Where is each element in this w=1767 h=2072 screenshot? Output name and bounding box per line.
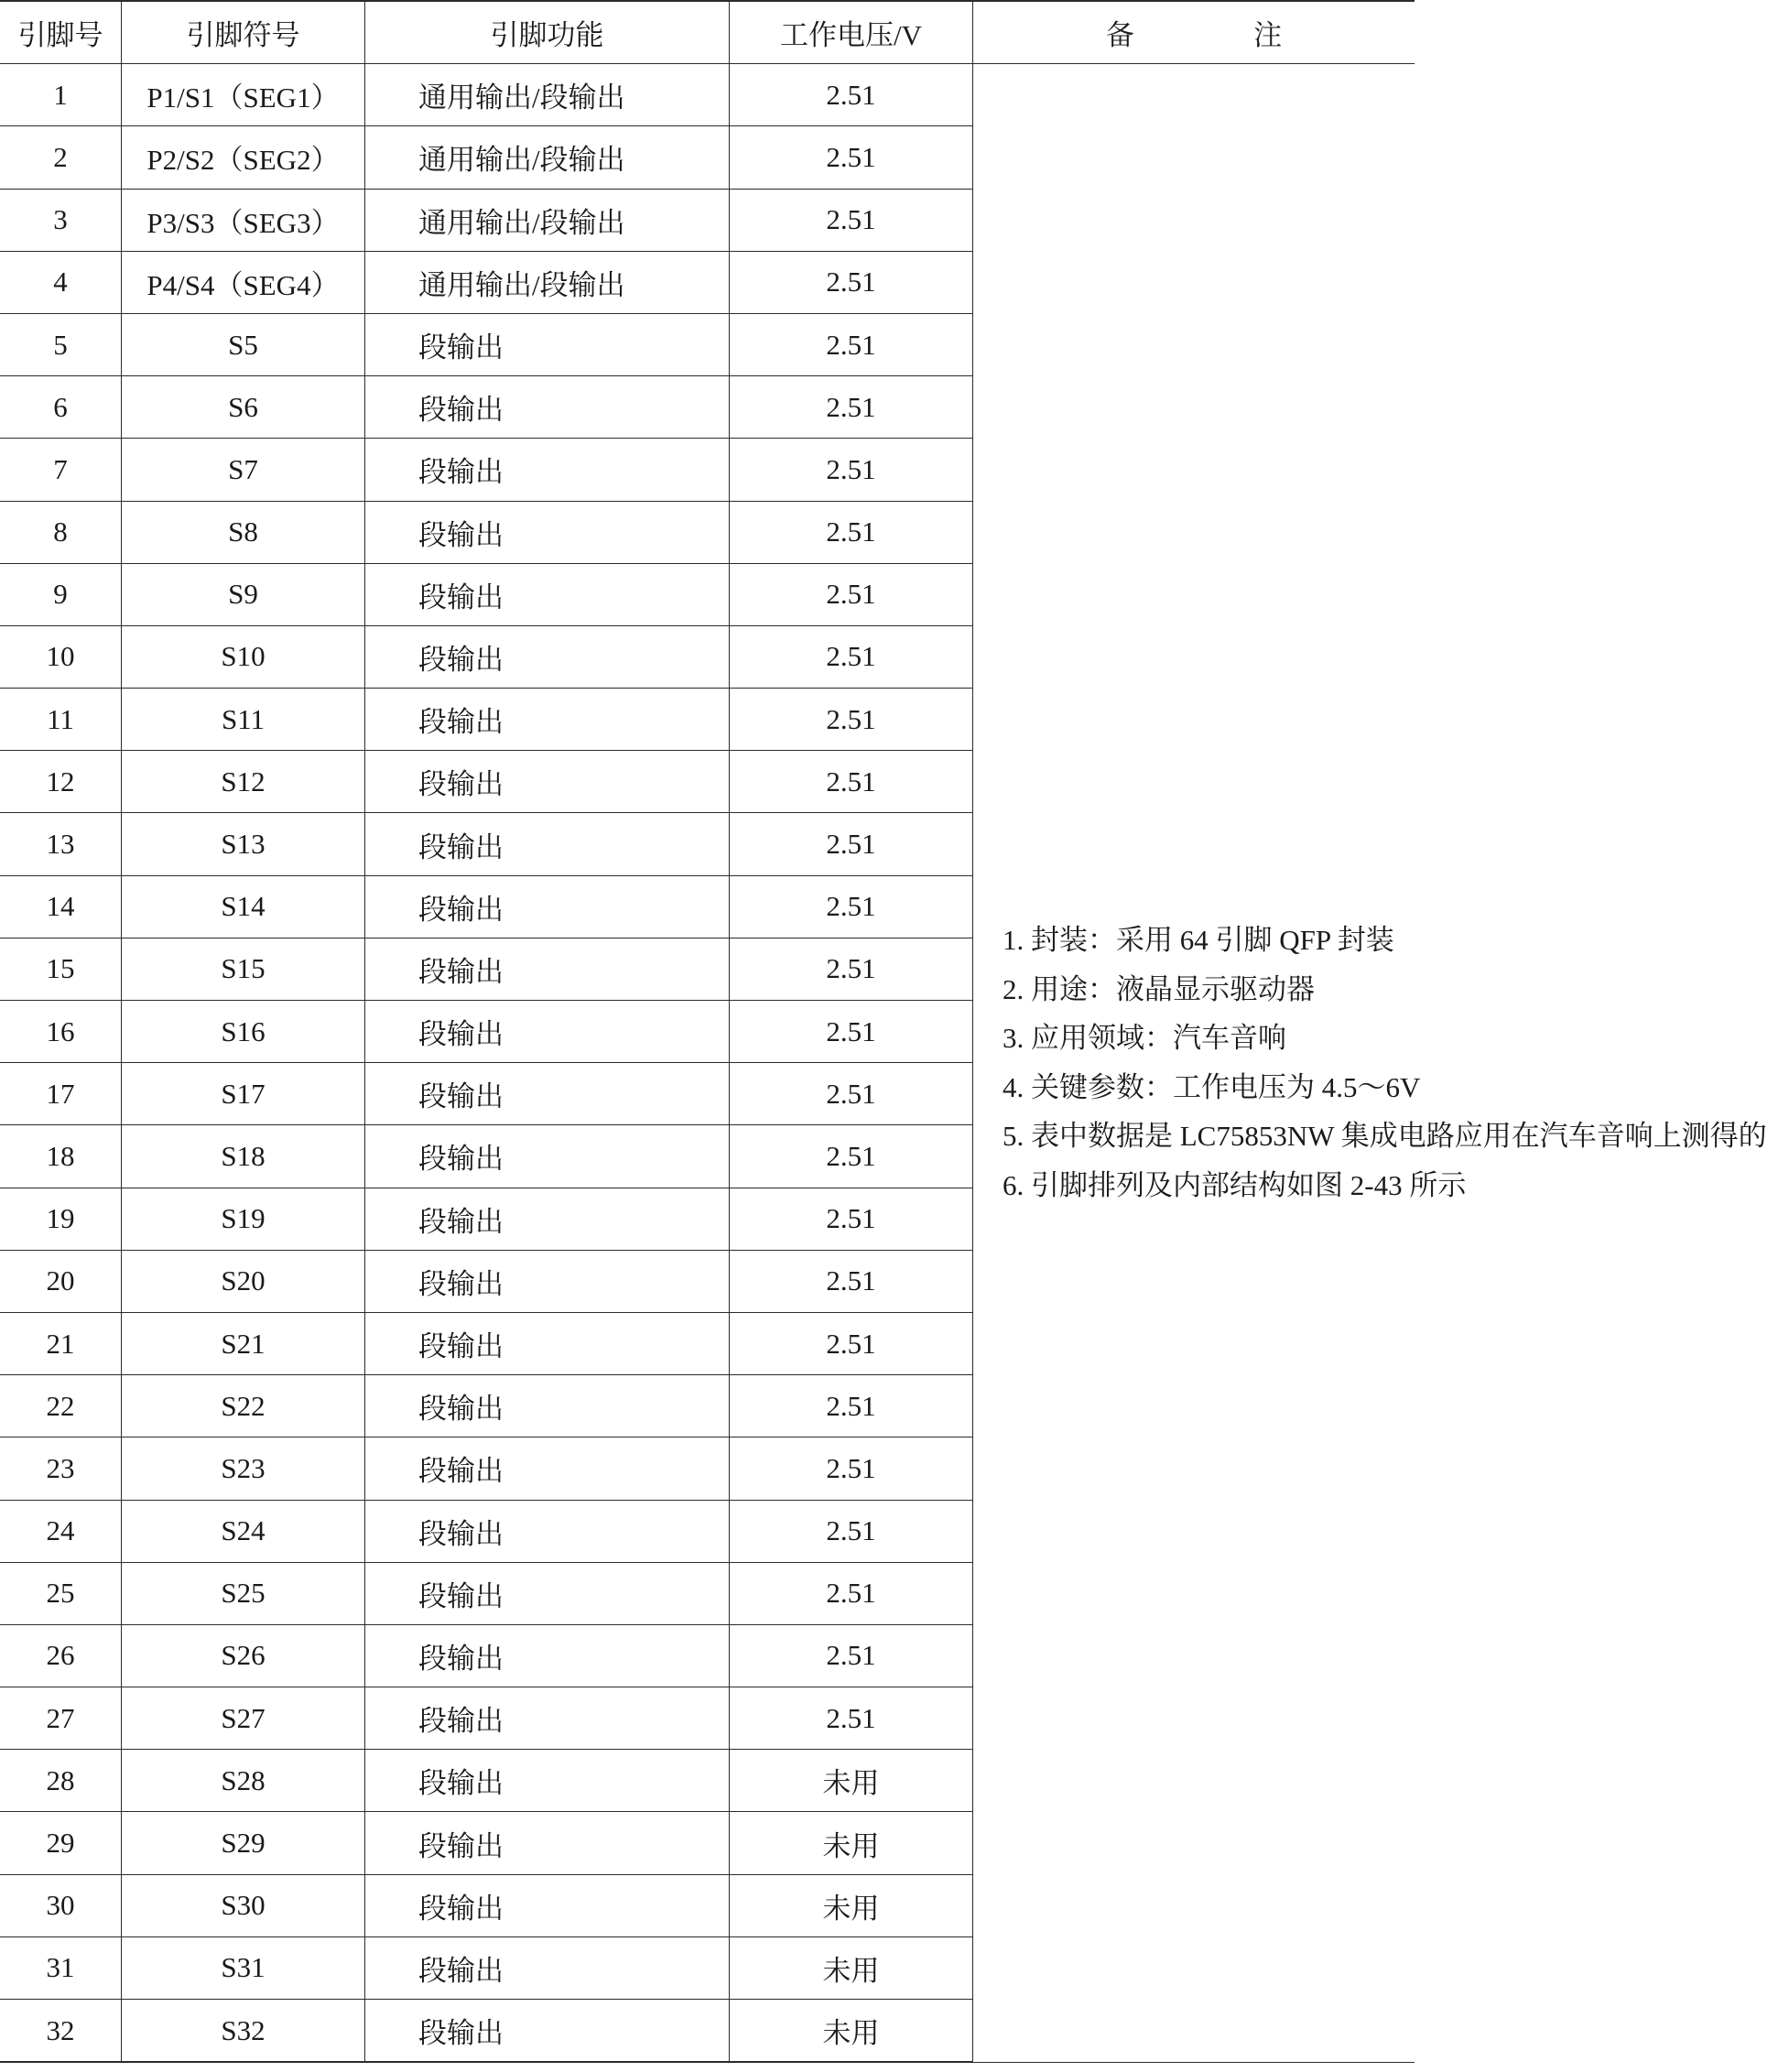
pin-symbol-cell: S21 xyxy=(122,1312,365,1374)
voltage-cell: 2.51 xyxy=(730,938,973,1000)
pin-function-cell xyxy=(365,439,730,501)
voltage-cell: 未用 xyxy=(730,1812,973,1874)
voltage-cell: 2.51 xyxy=(730,189,973,251)
pin-function-cell xyxy=(365,251,730,313)
pin-symbol-cell: S24 xyxy=(122,1500,365,1562)
pin-function-cell xyxy=(365,1500,730,1562)
pin-function-label: 段输出 xyxy=(418,643,504,676)
pin-symbol-cell: S16 xyxy=(122,1001,365,1063)
pin-no-cell: 22 xyxy=(0,1375,122,1437)
remarks-list xyxy=(973,916,1767,1210)
header-pin-symbol: 引脚符号 xyxy=(122,1,365,64)
pin-function-label: 段输出 xyxy=(418,893,504,926)
voltage-cell: 2.51 xyxy=(730,1624,973,1687)
voltage-cell: 2.51 xyxy=(730,875,973,938)
pin-symbol-cell: S6 xyxy=(122,376,365,439)
pin-function-label: 段输出 xyxy=(418,1330,504,1363)
pin-function-label: 段输出 xyxy=(418,580,504,613)
pin-function-label: 段输出 xyxy=(418,1642,504,1675)
table-header xyxy=(0,1,1415,64)
remark-item: 6. 引脚排列及内部结构如图 2-43 所示 xyxy=(1003,1168,1467,1201)
pin-function-label: 段输出 xyxy=(418,830,504,863)
pin-function-cell xyxy=(365,313,730,375)
pin-function-cell xyxy=(365,1812,730,1874)
pin-function-label: 段输出 xyxy=(418,331,504,364)
voltage-cell: 2.51 xyxy=(730,1562,973,1624)
pin-no-cell: 14 xyxy=(0,875,122,938)
pin-symbol-cell: S30 xyxy=(122,1874,365,1936)
pin-no-cell: 12 xyxy=(0,751,122,813)
remark-item: 5. 表中数据是 LC75853NW 集成电路应用在汽车音响上测得的 xyxy=(1003,1120,1767,1153)
pin-no-cell: 27 xyxy=(0,1687,122,1750)
pin-no-cell: 10 xyxy=(0,625,122,688)
pin-function-label: 段输出 xyxy=(418,1517,504,1550)
voltage-cell: 2.51 xyxy=(730,1125,973,1188)
pin-function-label: 段输出 xyxy=(418,955,504,988)
pin-symbol-cell: S13 xyxy=(122,813,365,875)
voltage-cell: 2.51 xyxy=(730,1687,973,1750)
pin-no-cell: 29 xyxy=(0,1812,122,1874)
header-pin-function-label: 引脚功能 xyxy=(490,19,604,52)
pin-no-cell: 15 xyxy=(0,938,122,1000)
pin-no-cell: 21 xyxy=(0,1312,122,1374)
voltage-cell: 2.51 xyxy=(730,1188,973,1250)
pin-symbol-cell: S25 xyxy=(122,1562,365,1624)
pin-function-label: 段输出 xyxy=(418,456,504,489)
pin-function-label: 通用输出/段输出 xyxy=(418,144,625,177)
pin-function-cell xyxy=(365,1188,730,1250)
pin-function-cell xyxy=(365,126,730,189)
pin-no-cell: 9 xyxy=(0,563,122,625)
pin-no-cell: 7 xyxy=(0,439,122,501)
header-pin-function xyxy=(365,1,730,64)
pin-no-cell: 4 xyxy=(0,251,122,313)
pin-function-cell xyxy=(365,813,730,875)
pin-function-cell xyxy=(365,563,730,625)
pin-function-label: 通用输出/段输出 xyxy=(418,268,625,301)
pin-symbol-cell: S7 xyxy=(122,439,365,501)
pin-symbol-cell: P2/S2（SEG2） xyxy=(122,126,365,189)
pin-symbol-cell: S31 xyxy=(122,1936,365,1999)
header-voltage: 工作电压/V xyxy=(730,1,973,64)
pin-function-cell xyxy=(365,64,730,126)
remark-item: 2. 用途：液晶显示驱动器 xyxy=(1003,972,1315,1005)
pin-symbol-cell: S15 xyxy=(122,938,365,1000)
pin-symbol-cell: P4/S4（SEG4） xyxy=(122,251,365,313)
pin-symbol-cell: S32 xyxy=(122,2000,365,2063)
pin-function-cell xyxy=(365,1624,730,1687)
pin-no-cell: 6 xyxy=(0,376,122,439)
pin-symbol-cell: S5 xyxy=(122,313,365,375)
pin-function-cell xyxy=(365,875,730,938)
pin-symbol-cell: S26 xyxy=(122,1624,365,1687)
pin-function-label: 段输出 xyxy=(418,1829,504,1862)
pin-no-cell: 25 xyxy=(0,1562,122,1624)
pin-function-cell xyxy=(365,1936,730,1999)
pin-function-label: 段输出 xyxy=(418,1767,504,1800)
pin-function-label: 段输出 xyxy=(418,706,504,739)
pin-function-cell xyxy=(365,1001,730,1063)
voltage-cell: 2.51 xyxy=(730,126,973,189)
pin-symbol-cell: S14 xyxy=(122,875,365,938)
pin-function-cell xyxy=(365,2000,730,2063)
pin-no-cell: 23 xyxy=(0,1437,122,1500)
pin-no-cell: 32 xyxy=(0,2000,122,2063)
pin-symbol-cell: S10 xyxy=(122,625,365,688)
voltage-cell: 未用 xyxy=(730,2000,973,2063)
pin-no-cell: 24 xyxy=(0,1500,122,1562)
pin-function-label: 段输出 xyxy=(418,768,504,801)
voltage-cell: 2.51 xyxy=(730,625,973,688)
voltage-cell: 2.51 xyxy=(730,1063,973,1125)
pin-function-cell xyxy=(365,689,730,751)
pin-function-cell xyxy=(365,1874,730,1936)
pin-no-cell: 20 xyxy=(0,1250,122,1312)
pin-function-label: 段输出 xyxy=(418,1455,504,1488)
remarks-cell xyxy=(973,64,1767,2063)
pin-function-label: 段输出 xyxy=(418,1705,504,1738)
voltage-cell: 2.51 xyxy=(730,1500,973,1562)
table-row xyxy=(0,64,1415,126)
voltage-cell: 未用 xyxy=(730,1936,973,1999)
pin-function-cell xyxy=(365,1312,730,1374)
pin-symbol-cell: S28 xyxy=(122,1750,365,1812)
pin-symbol-cell: S19 xyxy=(122,1188,365,1250)
pin-function-label: 段输出 xyxy=(418,1143,504,1176)
pin-no-cell: 18 xyxy=(0,1125,122,1188)
pin-no-cell: 26 xyxy=(0,1624,122,1687)
voltage-cell: 2.51 xyxy=(730,251,973,313)
voltage-cell: 2.51 xyxy=(730,313,973,375)
pin-function-label: 段输出 xyxy=(418,1954,504,1987)
pin-symbol-cell: S9 xyxy=(122,563,365,625)
pin-no-cell: 16 xyxy=(0,1001,122,1063)
pin-no-cell: 28 xyxy=(0,1750,122,1812)
pin-symbol-cell: S18 xyxy=(122,1125,365,1188)
pin-no-cell: 13 xyxy=(0,813,122,875)
pin-function-cell xyxy=(365,938,730,1000)
voltage-cell: 2.51 xyxy=(730,1375,973,1437)
voltage-cell: 未用 xyxy=(730,1750,973,1812)
voltage-cell: 2.51 xyxy=(730,751,973,813)
voltage-cell: 2.51 xyxy=(730,64,973,126)
pin-function-label: 通用输出/段输出 xyxy=(418,206,625,239)
pin-function-label: 段输出 xyxy=(418,2017,504,2050)
voltage-cell: 2.51 xyxy=(730,439,973,501)
pin-function-cell xyxy=(365,1125,730,1188)
pin-function-cell xyxy=(365,751,730,813)
header-pin-no: 引脚号 xyxy=(0,1,122,64)
pin-no-cell: 19 xyxy=(0,1188,122,1250)
pin-function-label: 段输出 xyxy=(418,518,504,551)
pin-function-label: 段输出 xyxy=(418,1205,504,1238)
voltage-cell: 2.51 xyxy=(730,563,973,625)
pin-function-label: 通用输出/段输出 xyxy=(418,81,625,114)
remark-item: 4. 关键参数：工作电压为 4.5～6V xyxy=(1003,1070,1421,1103)
pin-function-label: 段输出 xyxy=(418,1080,504,1113)
pin-no-cell: 30 xyxy=(0,1874,122,1936)
header-remarks-label: 备 注 xyxy=(1105,19,1328,52)
pin-symbol-cell: P3/S3（SEG3） xyxy=(122,189,365,251)
voltage-cell: 2.51 xyxy=(730,813,973,875)
voltage-cell: 2.51 xyxy=(730,376,973,439)
pin-no-cell: 11 xyxy=(0,689,122,751)
pin-no-cell: 31 xyxy=(0,1936,122,1999)
pin-symbol-cell: S20 xyxy=(122,1250,365,1312)
remark-item: 3. 应用领域：汽车音响 xyxy=(1003,1022,1286,1055)
pin-function-cell xyxy=(365,1375,730,1437)
voltage-cell: 2.51 xyxy=(730,1250,973,1312)
remark-item: 1. 封装：采用 64 引脚 QFP 封装 xyxy=(1003,924,1394,957)
pin-symbol-cell: S17 xyxy=(122,1063,365,1125)
pin-function-cell xyxy=(365,1687,730,1750)
pin-symbol-cell: S29 xyxy=(122,1812,365,1874)
pin-function-cell xyxy=(365,1063,730,1125)
voltage-cell: 2.51 xyxy=(730,1312,973,1374)
voltage-cell: 2.51 xyxy=(730,501,973,563)
pin-no-cell: 5 xyxy=(0,313,122,375)
pin-function-cell xyxy=(365,1437,730,1500)
pin-function-cell xyxy=(365,1750,730,1812)
pin-function-cell xyxy=(365,1250,730,1312)
pin-function-cell xyxy=(365,189,730,251)
pin-symbol-cell: S11 xyxy=(122,689,365,751)
pin-symbol-cell: P1/S1（SEG1） xyxy=(122,64,365,126)
voltage-cell: 2.51 xyxy=(730,1001,973,1063)
pin-no-cell: 1 xyxy=(0,64,122,126)
pin-function-cell xyxy=(365,376,730,439)
pin-no-cell: 8 xyxy=(0,501,122,563)
pin-function-cell xyxy=(365,501,730,563)
pin-symbol-cell: S27 xyxy=(122,1687,365,1750)
table-body xyxy=(0,64,1767,2063)
pin-function-label: 段输出 xyxy=(418,1892,504,1925)
pin-symbol-cell: S12 xyxy=(122,751,365,813)
voltage-cell: 未用 xyxy=(730,1874,973,1936)
pin-no-cell: 2 xyxy=(0,126,122,189)
voltage-cell: 2.51 xyxy=(730,1437,973,1500)
header-remarks xyxy=(973,1,1415,64)
pin-function-label: 段输出 xyxy=(418,1267,504,1300)
pin-no-cell: 3 xyxy=(0,189,122,251)
voltage-cell: 2.51 xyxy=(730,689,973,751)
pin-function-label: 段输出 xyxy=(418,1579,504,1612)
pin-symbol-cell: S8 xyxy=(122,501,365,563)
pin-function-cell xyxy=(365,1562,730,1624)
pin-function-label: 段输出 xyxy=(418,1393,504,1426)
pin-function-cell xyxy=(365,625,730,688)
pin-function-label: 段输出 xyxy=(418,394,504,427)
pin-no-cell: 17 xyxy=(0,1063,122,1125)
header-row xyxy=(0,1,1415,64)
pin-function-label: 段输出 xyxy=(418,1018,504,1051)
pin-symbol-cell: S23 xyxy=(122,1437,365,1500)
pin-symbol-cell: S22 xyxy=(122,1375,365,1437)
